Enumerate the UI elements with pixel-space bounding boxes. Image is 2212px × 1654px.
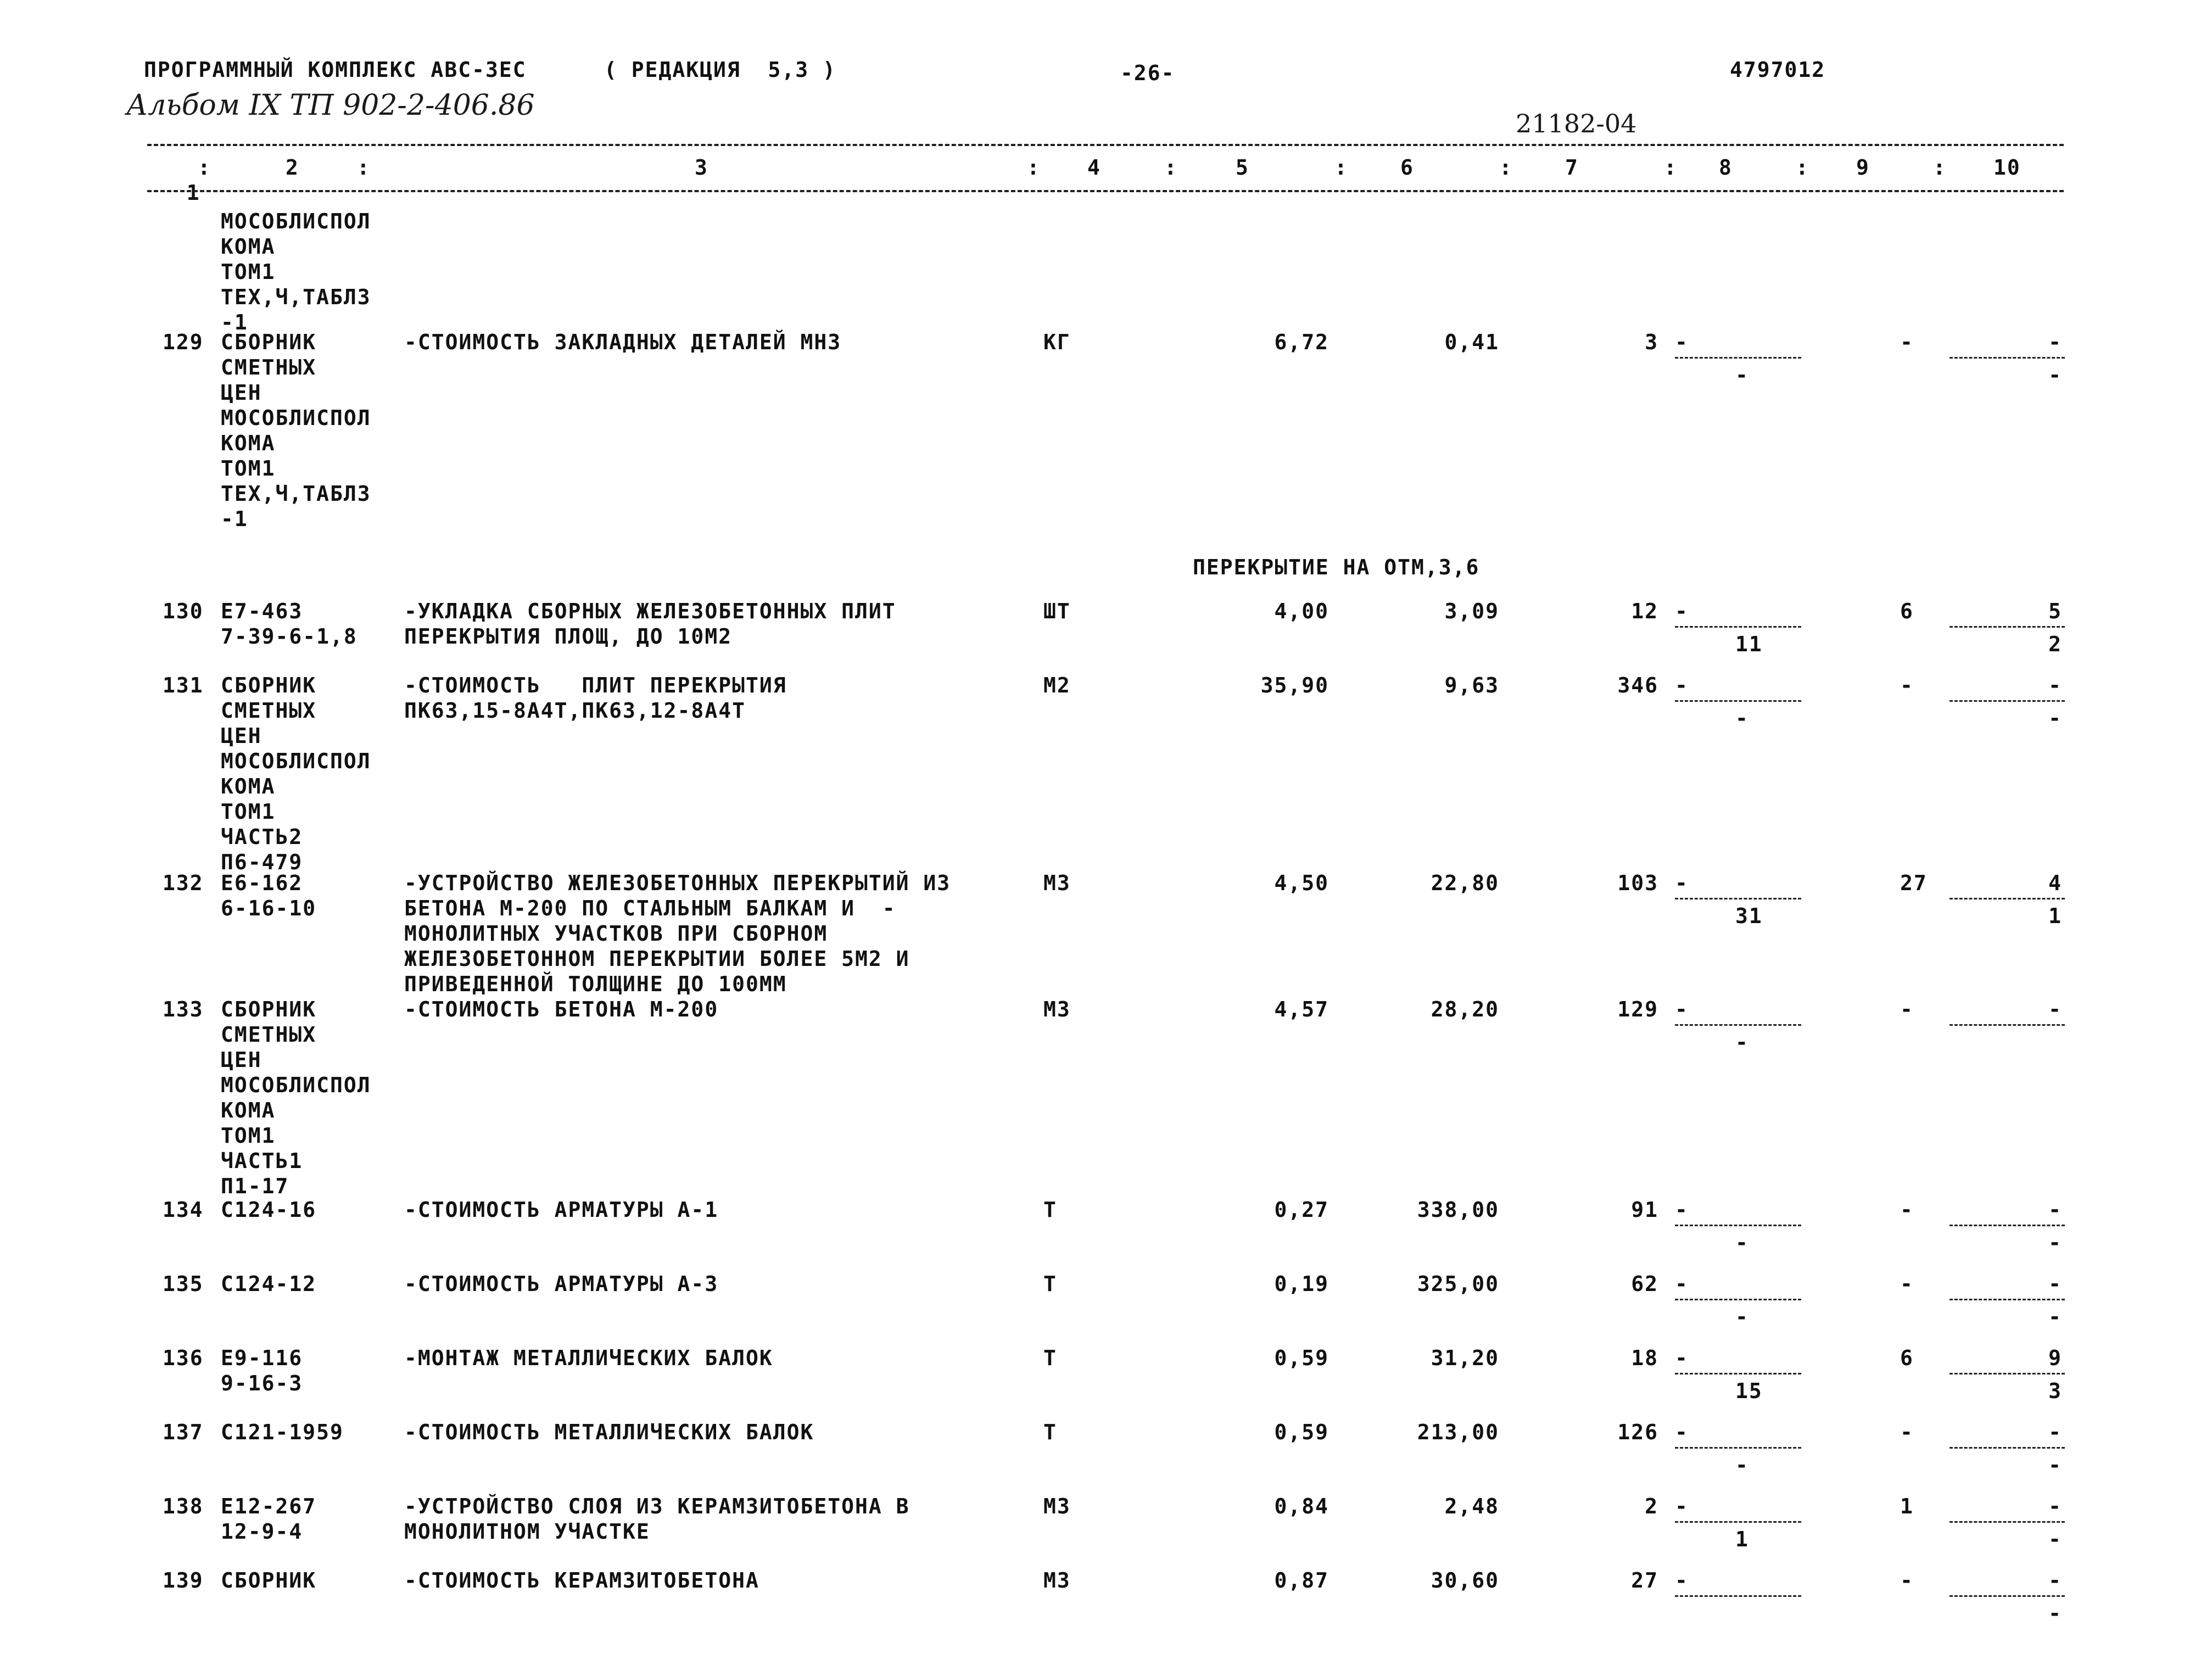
unit-price: 0,41 [1444, 330, 1499, 354]
col-sep: : [1334, 155, 1348, 180]
work-description: -СТОИМОСТЬ ПЛИТ ПЕРЕКРЫТИЯ ПК63,15-8А4Т,ПК63,12-8А4Т [404, 673, 787, 723]
col-sep: : [1664, 155, 1678, 180]
quantity: 0,84 [1274, 1494, 1329, 1518]
col8-top: - [1675, 1346, 1689, 1370]
col8-bottom: 11 [1735, 632, 1763, 656]
row-number: 132 [163, 871, 204, 895]
total-cost: 129 [1617, 997, 1658, 1021]
col8-top: - [1675, 673, 1689, 697]
total-cost: 18 [1631, 1346, 1658, 1370]
col-header-9: 9 [1856, 155, 1870, 180]
quantity: 0,59 [1274, 1346, 1329, 1370]
header-top-rule [147, 144, 2064, 146]
work-description: -СТОИМОСТЬ АРМАТУРЫ А-3 [404, 1272, 719, 1296]
col8-fraction-line [1675, 898, 1801, 899]
unit-price: 325,00 [1417, 1272, 1499, 1296]
col8-top: - [1675, 1198, 1689, 1222]
col-sep: : [1933, 155, 1947, 180]
total-cost: 27 [1631, 1568, 1658, 1592]
col10-top: - [2048, 673, 2062, 697]
col-header-1: 1 [186, 181, 200, 205]
col8-fraction-line [1675, 1024, 1801, 1026]
col10-bottom: - [2048, 1305, 2062, 1329]
col8-top: - [1675, 330, 1689, 354]
quantity: 0,87 [1274, 1568, 1329, 1592]
col8-bottom: - [1735, 1231, 1749, 1255]
col8-fraction-line [1675, 1447, 1801, 1449]
unit-of-measure: Т [1043, 1198, 1057, 1222]
col9-value: - [1900, 1420, 1914, 1444]
col8-top: - [1675, 1272, 1689, 1296]
unit-of-measure: М3 [1043, 871, 1071, 895]
col-sep: : [1164, 155, 1178, 180]
col8-top: - [1675, 1568, 1689, 1592]
work-description: -СТОИМОСТЬ БЕТОНА М-200 [404, 997, 719, 1021]
quantity: 4,50 [1274, 871, 1329, 895]
col8-bottom: - [1735, 363, 1749, 387]
work-description: -СТОИМОСТЬ КЕРАМЗИТОБЕТОНА [404, 1568, 759, 1592]
col10-fraction-line [1950, 1373, 2065, 1374]
row-number: 138 [163, 1494, 204, 1518]
unit-of-measure: Т [1043, 1346, 1057, 1370]
col9-value: - [1900, 997, 1914, 1021]
quantity: 0,19 [1274, 1272, 1329, 1296]
unit-price: 2,48 [1444, 1494, 1499, 1518]
resource-code: СБОРНИК [221, 1568, 317, 1592]
col10-top: - [2048, 1420, 2062, 1444]
doc-number-handwritten: 21182-04 [1516, 109, 1637, 138]
col10-fraction-line [1950, 1595, 2065, 1597]
col10-bottom: - [2048, 706, 2062, 730]
col8-fraction-line [1675, 700, 1801, 702]
unit-of-measure: КГ [1043, 330, 1071, 354]
row-number: 129 [163, 330, 204, 354]
row-number: 134 [163, 1198, 204, 1222]
col8-fraction-line [1675, 1595, 1801, 1597]
col10-top: - [2048, 1272, 2062, 1296]
resource-code: С124-12 [221, 1272, 317, 1296]
column-header-row [159, 155, 200, 205]
col8-fraction-line [1675, 1373, 1801, 1374]
col9-value: - [1900, 673, 1914, 697]
unit-of-measure: М3 [1043, 1494, 1071, 1518]
unit-price: 30,60 [1431, 1568, 1499, 1592]
col-header-5: 5 [1236, 155, 1249, 180]
col10-bottom: 2 [2048, 632, 2062, 656]
page-number: -26- [1120, 61, 1175, 85]
col9-value: - [1900, 1198, 1914, 1222]
col8-top: - [1675, 871, 1689, 895]
quantity: 35,90 [1260, 673, 1329, 697]
col-header-2: 2 [286, 155, 299, 180]
col8-bottom: 15 [1735, 1379, 1763, 1403]
work-description: -УКЛАДКА СБОРНЫХ ЖЕЛЕЗОБЕТОННЫХ ПЛИТ ПЕРЕКРЫТИЯ ПЛОЩ, ДО 10М2 [404, 599, 896, 649]
resource-code: Е6-162 6-16-10 [221, 871, 317, 920]
total-cost: 91 [1631, 1198, 1658, 1222]
col8-bottom: - [1735, 1030, 1749, 1054]
row-number: 135 [163, 1272, 204, 1296]
program-title: ПРОГРАММНЫЙ КОМПЛЕКС АВС-ЗЕС [144, 58, 527, 82]
resource-code: Е7-463 7-39-6-1,8 [221, 599, 358, 649]
row-number: 139 [163, 1568, 204, 1592]
col10-fraction-line [1950, 1447, 2065, 1449]
col9-value: 6 [1900, 1346, 1914, 1370]
unit-price: 9,63 [1444, 673, 1499, 697]
col9-value: 27 [1900, 871, 1928, 895]
resource-code: СБОРНИК СМЕТНЫХ ЦЕН МОСОБЛИСПОЛ КОМА ТОМ1 ЧАСТЬ1 П1-17 [221, 997, 371, 1198]
unit-of-measure: М3 [1043, 997, 1071, 1021]
row-number: 136 [163, 1346, 204, 1370]
col-sep: : [357, 155, 371, 180]
col10-top: - [2048, 997, 2062, 1021]
col8-bottom: 31 [1735, 904, 1763, 928]
header-bottom-rule [147, 190, 2064, 192]
total-cost: 62 [1631, 1272, 1658, 1296]
total-cost: 3 [1645, 330, 1658, 354]
work-description: -УСТРОЙСТВО ЖЕЛЕЗОБЕТОННЫХ ПЕРЕКРЫТИЙ ИЗ БЕТОНА М-200 ПО СТАЛЬНЫМ БАЛКАМ И - МОНОЛИТНЫХ УЧАСТКОВ ПРИ СБОРНОМ ЖЕЛЕЗОБЕТОННОМ ПЕРЕКРЫТИИ БОЛЕЕ 5М2 И ПРИВЕДЕННОЙ ТОЛЩИНЕ ДО 100ММ [404, 871, 951, 996]
edition-label: ( РЕДАКЦИЯ 5,3 ) [604, 58, 836, 82]
col10-fraction-line [1950, 626, 2065, 628]
total-cost: 12 [1631, 599, 1658, 623]
unit-of-measure: Т [1043, 1420, 1057, 1444]
total-cost: 346 [1617, 673, 1658, 697]
row-number: 130 [163, 599, 204, 623]
col8-bottom: - [1735, 1453, 1749, 1477]
col-sep: : [198, 155, 211, 180]
col10-fraction-line [1950, 898, 2065, 899]
work-description: -СТОИМОСТЬ ЗАКЛАДНЫХ ДЕТАЛЕЙ МНЗ [404, 330, 842, 354]
col-header-3: 3 [695, 155, 708, 180]
col10-fraction-line [1950, 1299, 2065, 1300]
row-number: 133 [163, 997, 204, 1021]
unit-price: 22,80 [1431, 871, 1499, 895]
quantity: 0,59 [1274, 1420, 1329, 1444]
col8-top: - [1675, 997, 1689, 1021]
total-cost: 126 [1617, 1420, 1658, 1444]
unit-price: 338,00 [1417, 1198, 1499, 1222]
col10-bottom: - [2048, 1453, 2062, 1477]
col8-fraction-line [1675, 1299, 1801, 1300]
col10-fraction-line [1950, 1024, 2065, 1026]
col10-fraction-line [1950, 1521, 2065, 1523]
section-title: ПЕРЕКРЫТИЕ НА ОТМ,3,6 [1193, 555, 1480, 579]
unit-of-measure: М3 [1043, 1568, 1071, 1592]
col10-top: - [2048, 1568, 2062, 1592]
quantity: 0,27 [1274, 1198, 1329, 1222]
quantity: 4,57 [1274, 997, 1329, 1021]
col8-top: - [1675, 1420, 1689, 1444]
resource-code: С121-1959 [221, 1420, 344, 1444]
col-header-4: 4 [1087, 155, 1101, 180]
row-number: 131 [163, 673, 204, 697]
unit-price: 3,09 [1444, 599, 1499, 623]
col10-top: 9 [2048, 1346, 2062, 1370]
col-header-7: 7 [1565, 155, 1579, 180]
col8-fraction-line [1675, 1225, 1801, 1226]
col8-top: - [1675, 1494, 1689, 1518]
col9-value: - [1900, 330, 1914, 354]
row-number: 137 [163, 1420, 204, 1444]
col8-bottom: 1 [1735, 1527, 1749, 1551]
col8-bottom: - [1735, 706, 1749, 730]
quantity: 6,72 [1274, 330, 1329, 354]
col9-value: - [1900, 1272, 1914, 1296]
col10-top: - [2048, 1494, 2062, 1518]
col8-fraction-line [1675, 626, 1801, 628]
col8-fraction-line [1675, 1521, 1801, 1523]
col10-bottom: - [2048, 363, 2062, 387]
col8-fraction-line [1675, 357, 1801, 359]
col10-bottom: - [2048, 1231, 2062, 1255]
col-sep: : [1499, 155, 1513, 180]
col9-value: - [1900, 1568, 1914, 1592]
col10-bottom: 3 [2048, 1379, 2062, 1403]
work-description: -МОНТАЖ МЕТАЛЛИЧЕСКИХ БАЛОК [404, 1346, 773, 1370]
resource-code: С124-16 [221, 1198, 317, 1222]
total-cost: 2 [1645, 1494, 1658, 1518]
col9-value: 6 [1900, 599, 1914, 623]
quantity: 4,00 [1274, 599, 1329, 623]
col10-top: 5 [2048, 599, 2062, 623]
col8-bottom: - [1735, 1305, 1749, 1329]
col-sep: : [1027, 155, 1041, 180]
unit-of-measure: М2 [1043, 673, 1071, 697]
album-handwritten-note: Альбом IX ТП 902-2-406.86 [126, 89, 535, 122]
unit-of-measure: ШТ [1043, 599, 1071, 623]
resource-code: Е9-116 9-16-3 [221, 1346, 303, 1395]
unit-price: 213,00 [1417, 1420, 1499, 1444]
col10-fraction-line [1950, 1225, 2065, 1226]
col9-value: 1 [1900, 1494, 1914, 1518]
col10-top: - [2048, 1198, 2062, 1222]
resource-code: СБОРНИК СМЕТНЫХ ЦЕН МОСОБЛИСПОЛ КОМА ТОМ1 ЧАСТЬ2 П6-479 [221, 673, 371, 874]
col-header-8: 8 [1719, 155, 1733, 180]
col10-top: 4 [2048, 871, 2062, 895]
col10-fraction-line [1950, 357, 2065, 359]
col10-bottom: - [2048, 1527, 2062, 1551]
col10-bottom: - [2048, 1601, 2062, 1625]
unit-price: 31,20 [1431, 1346, 1499, 1370]
col8-top: - [1675, 599, 1689, 623]
document-code: 4797012 [1730, 58, 1826, 82]
col10-top: - [2048, 330, 2062, 354]
col-header-10: 10 [1993, 155, 2021, 180]
resource-code: СБОРНИК СМЕТНЫХ ЦЕН МОСОБЛИСПОЛ КОМА ТОМ1 ТЕХ,Ч,ТАБЛ3 -1 [221, 330, 371, 531]
col10-fraction-line [1950, 700, 2065, 702]
resource-code: Е12-267 12-9-4 [221, 1494, 317, 1544]
col10-bottom: 1 [2048, 904, 2062, 928]
unit-price: 28,20 [1431, 997, 1499, 1021]
work-description: -УСТРОЙСТВО СЛОЯ ИЗ КЕРАМЗИТОБЕТОНА В МОНОЛИТНОМ УЧАСТКЕ [404, 1494, 910, 1544]
work-description: -СТОИМОСТЬ АРМАТУРЫ А-1 [404, 1198, 719, 1222]
col-sep: : [1796, 155, 1809, 180]
unit-of-measure: Т [1043, 1272, 1057, 1296]
total-cost: 103 [1617, 871, 1658, 895]
work-description: -СТОИМОСТЬ МЕТАЛЛИЧЕСКИХ БАЛОК [404, 1420, 814, 1444]
col-header-6: 6 [1400, 155, 1414, 180]
continued-code-block: МОСОБЛИСПОЛ КОМА ТОМ1 ТЕХ,Ч,ТАБЛ3 -1 [221, 209, 371, 334]
